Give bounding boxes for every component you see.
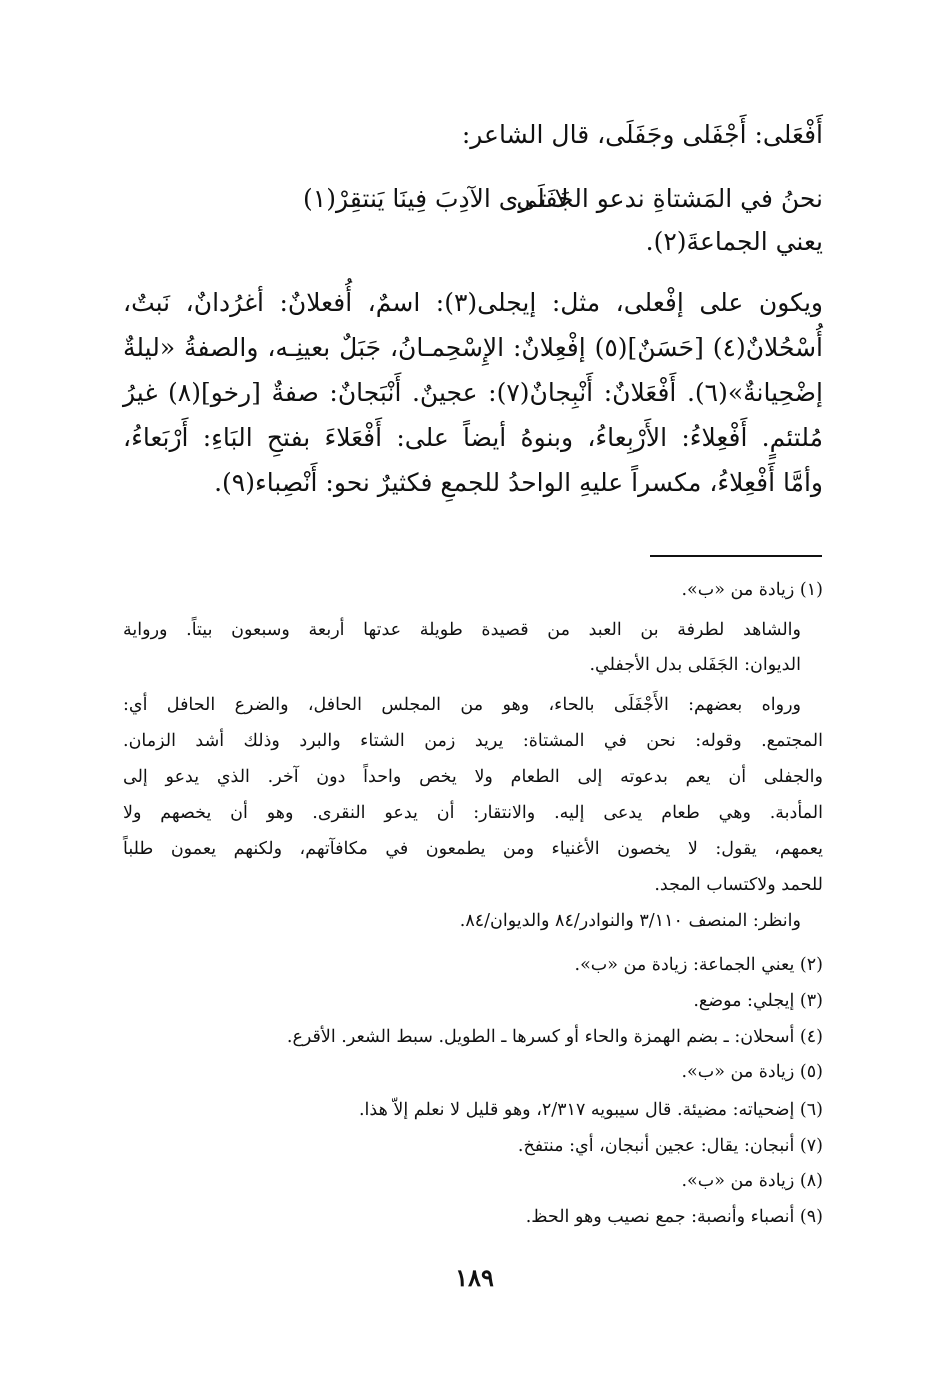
footnote-1-text: للحمد ولاكتساب المجد.	[654, 875, 823, 895]
footnote-3: (٣) إيجلي: موضع.	[693, 991, 823, 1011]
verse-gloss: يعني الجماعةَ(٢).	[645, 227, 823, 256]
footnote-2: (٢) يعني الجماعة: زيادة من «ب».	[574, 955, 823, 975]
footnote-1-text: المأدبة. وهي طعام يدعى إليه. والانتقار: أن يدعو النقرى. وهو أن يخصهم ولا	[123, 803, 823, 823]
footnote-9: (٩) أنصباء وأنصبة: جمع نصيب وهو الحظ.	[525, 1207, 823, 1227]
footnote-1-text: والشاهد لطرفة بن العبد من قصيدة طويلة عدتها أربعة وسبعون بيتاً. ورواية	[123, 620, 801, 640]
footnote-1-reference: وانظر: المنصف ٣/١١٠ والنوادر/٨٤ والديوان/٨٤.	[459, 911, 801, 931]
paragraph-line-5: وأمَّا أَفْعِلاءُ، مكسراً عليهِ الواحدُ للجمعِ فكثيرٌ نحو: أَنْصِباء(٩).	[214, 468, 823, 497]
footnote-1-text: الديوان: الجَفَلى بدل الأجفلي.	[589, 655, 801, 675]
paragraph-line-2: أُسْحُلانٌ(٤) [حَسَنٌ](٥) إفْعِلانٌ: الإِسْحِمـانُ، جَبَلٌ بعينِـه، والصفةُ «ليلةٌ	[123, 333, 823, 362]
footnote-separator	[650, 555, 822, 557]
page-number: ١٨٩	[455, 1263, 494, 1292]
footnote-5: (٥) زيادة من «ب».	[681, 1062, 823, 1082]
footnote-6: (٦) إضحياته: مضيئة. قال سيبويه ٢/٣١٧، وهو قليل لا نعلم إلاّ هذا.	[358, 1100, 823, 1120]
verse-second-hemistich: لا تـرى الآدِبَ فِينَا يَنتقِرْ(١)	[303, 184, 569, 213]
morphology-heading-line: أَفْعَلى: أَجْفَلى وجَفَلَى، قال الشاعر:	[461, 120, 823, 149]
footnote-8: (٨) زيادة من «ب».	[681, 1171, 823, 1191]
footnote-1: (١) زيادة من «ب».	[681, 580, 823, 600]
paragraph-line-1: ويكون على إفْعلى، مثل: إيجلى(٣): اسمٌ، أُفعلانٌ: أغرُدانٌ، نَبتٌ،	[123, 288, 823, 317]
footnote-1-text: ورواه بعضهم: الأَجْفَلَى بالحاء، وهو من المجلس الحافل، والضرع الحافل أي:	[123, 695, 801, 715]
verse-first-hemistich: نحنُ في المَشتاةِ ندعو الجَفَلَى	[516, 184, 823, 213]
footnote-1-text: يعمهم، يقول: لا يخصون الأغنياء ومن يطمعون في مكافآتهم، ولكنهم يعمون طلباً	[123, 839, 823, 859]
paragraph-line-4: مُلتئمٍ. أَفْعِلاءُ: الأَرْبِعاءُ، وبنوهُ أيضاً على: أَفْعَلاءَ بفتحِ البَاءِ: أَرْبَعاءُ،	[123, 423, 823, 452]
footnote-1-text: المجتمع. وقوله: نحن في المشتاة: يريد زمن الشتاء والبرد وذلك أشد الزمان.	[123, 731, 823, 751]
footnote-1-text: والجفلى أن يعم بدعوته إلى الطعام ولا يخص واحداً دون آخر. الذي يدعو إلى	[123, 767, 823, 787]
paragraph-line-3: إضْحِيانةٌ»(٦). أَفْعَلانٌ: أَنْبِجانٌ(٧): عجينٌ. أَنْبَجانٌ: صفةٌ [رخو](٨) غيرُ	[123, 378, 823, 407]
footnote-7: (٧) أنبجان: يقال: عجين أنبجان، أي: منتفخ.	[517, 1136, 823, 1156]
footnote-4: (٤) أسحلان: ـ بضم الهمزة والحاء أو كسرها ـ الطويل. سبط الشعر. الأقرع.	[286, 1027, 823, 1047]
